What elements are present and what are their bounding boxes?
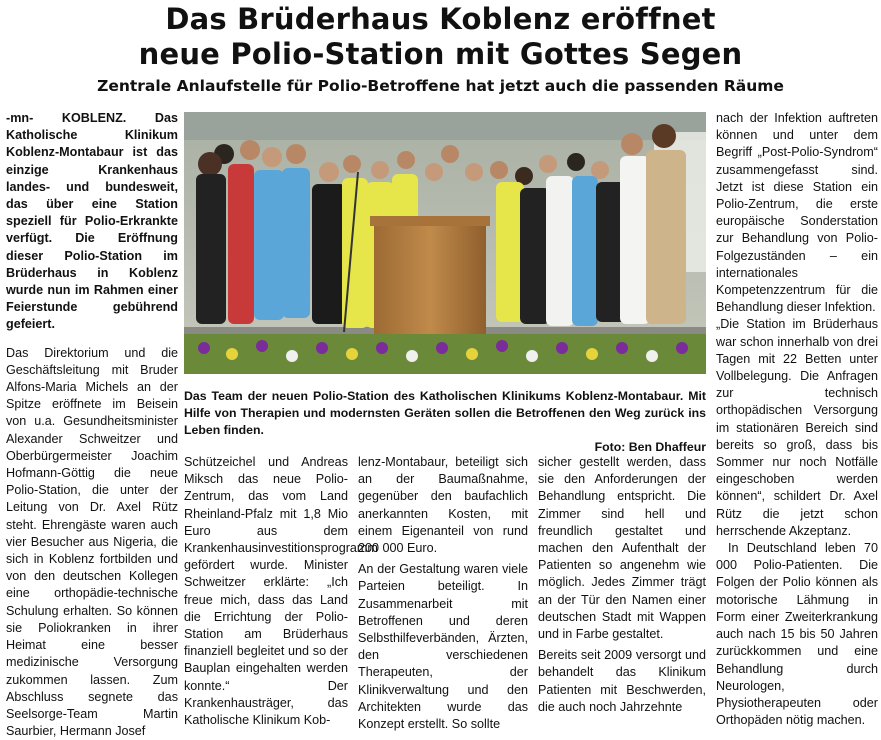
column-3 [358,454,528,732]
podium [374,222,486,340]
body-paragraph: Bereits seit 2009 versorgt und behandelt das Klinikum Patienten mit Beschwerden, die auch noch Jahrzehnte [538,648,706,714]
flower-row [184,334,706,374]
body-paragraph: An der Gestaltung waren viele Parteien beteiligt. In Zusammenarbeit mit Betroffenen und deren Selbsthilfeverbänden, Ärzten, den verschiedenen Therapeuten, der Klinikverwaltung und den Architekten wurde das Konzept erstellt. So sollte [358,562,528,732]
column-1 [6,110,178,739]
body-paragraph: Das Direktorium und die Geschäftsleitung mit Bruder Alfons-Maria Michels an der Spitze eröffnete im Beisein von u.a. Gesundheitsminister Alexander Schweitzer und Oberbürgermeister Joachim Hofmann-Göttig die neue Polio-Station, die unter der Leitung von Dr. Axel Rütz steht. Ehrengäste waren auch vier Besucher aus Nigeria, die sich in Koblenz fortbilden und von den deutschen Kollegen eine orthopädie-technische Schulung erhalten. So können sie Poliokranken in ihrer Heimat eine besser medizinische Versorgung zukommen lassen. Zum Abschluss segnete das Seelsorge-Team Martin Saurbier, Hermann Josef [6,345,178,739]
column-2 [184,454,378,728]
caption-text: Das Team der neuen Polio-Station des Katholischen Klinikums Koblenz-Montabaur. Mit Hilfe von Therapien und modernsten Geräten sollen die Betroffenen den Weg zurück ins Leben finden. [184,389,706,437]
body-paragraph: lenz-Montabaur, beteiligt sich an der Baumaßnahme, gegenüber den baufachlich anerkannten Kosten, mit einem Eigenanteil von rund 200 000 Euro. [358,455,528,556]
headline [0,2,881,72]
team-photo-illustration [184,112,706,374]
headline-line-1: Das Brüderhaus Koblenz eröffnet [165,2,716,36]
headline-line-2: neue Polio-Station mit Gottes Segen [138,37,743,71]
team-photo [184,112,706,374]
body-paragraph: „Die Station im Brüderhaus war schon innerhalb von drei Tagen mit 22 Betten unter Vollbelegung. Die Anfragen zur technisch orthopädischen Versorgung im stationären Bereich sind bereits so groß, dass bis Sommer nur noch Notfälle eingeschoben werden können“, schildert Dr. Axel Rütz die jetzt schon herrschende Akzeptanz. [716,317,878,538]
body-paragraph: In Deutschland leben 70 000 Polio-Patienten. Die Folgen der Polio können als motorische Lähmung in Form einer Zweiterkrankung auch nach 15 bis 50 Jahren zurückkommen und eine Behandlung durch Neurologen, Physiotherapeuten oder Orthopäden nötig machen. [716,541,878,728]
body-paragraph: nach der Infektion auftreten können und unter dem Begriff „Post-Polio-Syndrom“ zusammengefasst sind. Jetzt ist diese Station ein Polio-Zentrum, die erste europäische Sonderstation zur Behandlung von Polio-Folgezuständen – ein internationales Kompetenzzentrum für die Behandlung dieser Infektion. [716,111,878,315]
lead-paragraph: -mn- KOBLENZ. Das Katholische Klinikum Koblenz-Montabaur ist das einzige Krankenhaus landes- und bundesweit, das über eine Station speziell für Polio-Erkrankte verfügt. Die Eröffnung dieser Polio-Station im Brüderhaus in Koblenz wurde nun im Rahmen einer Feierstunde gebührend gefeiert. [6,111,178,332]
subheadline: Zentrale Anlaufstelle für Polio-Betroffene hat jetzt auch die passenden Räume [97,77,784,95]
body-paragraph: sicher gestellt werden, dass sie den Anforderungen der Behandlung entspricht. Die Zimmer sind hell und freundlich gestaltet und machen den Aufenthalt der Patienten so angenehm wie möglich. Jedes Zimmer trägt an der Tür den Namen einer deutschen Stadt mit Wappen und in Farbe gestaltet. [538,455,706,642]
photo-caption [184,388,706,456]
body-paragraph: Schützeichel und Andreas Miksch das neue Polio-Zentrum, das vom Land Rheinland-Pfalz mit 1,8 Mio Euro aus dem Krankenhausinvestitionsprogramm gefördert wurde. Minister Schweitzer erklärte: „Ich freue mich, dass das Land die Errichtung der Polio-Station am Brüderhaus finanziell begleitet und so der Bauplan eingehalten werden konnte.“ Der Krankenhausträger, das Katholische Klinikum Kob- [184,455,378,728]
column-5 [716,110,878,728]
photo-credit: Foto: Ben Dhaffeur [594,440,706,454]
column-4 [538,454,706,714]
